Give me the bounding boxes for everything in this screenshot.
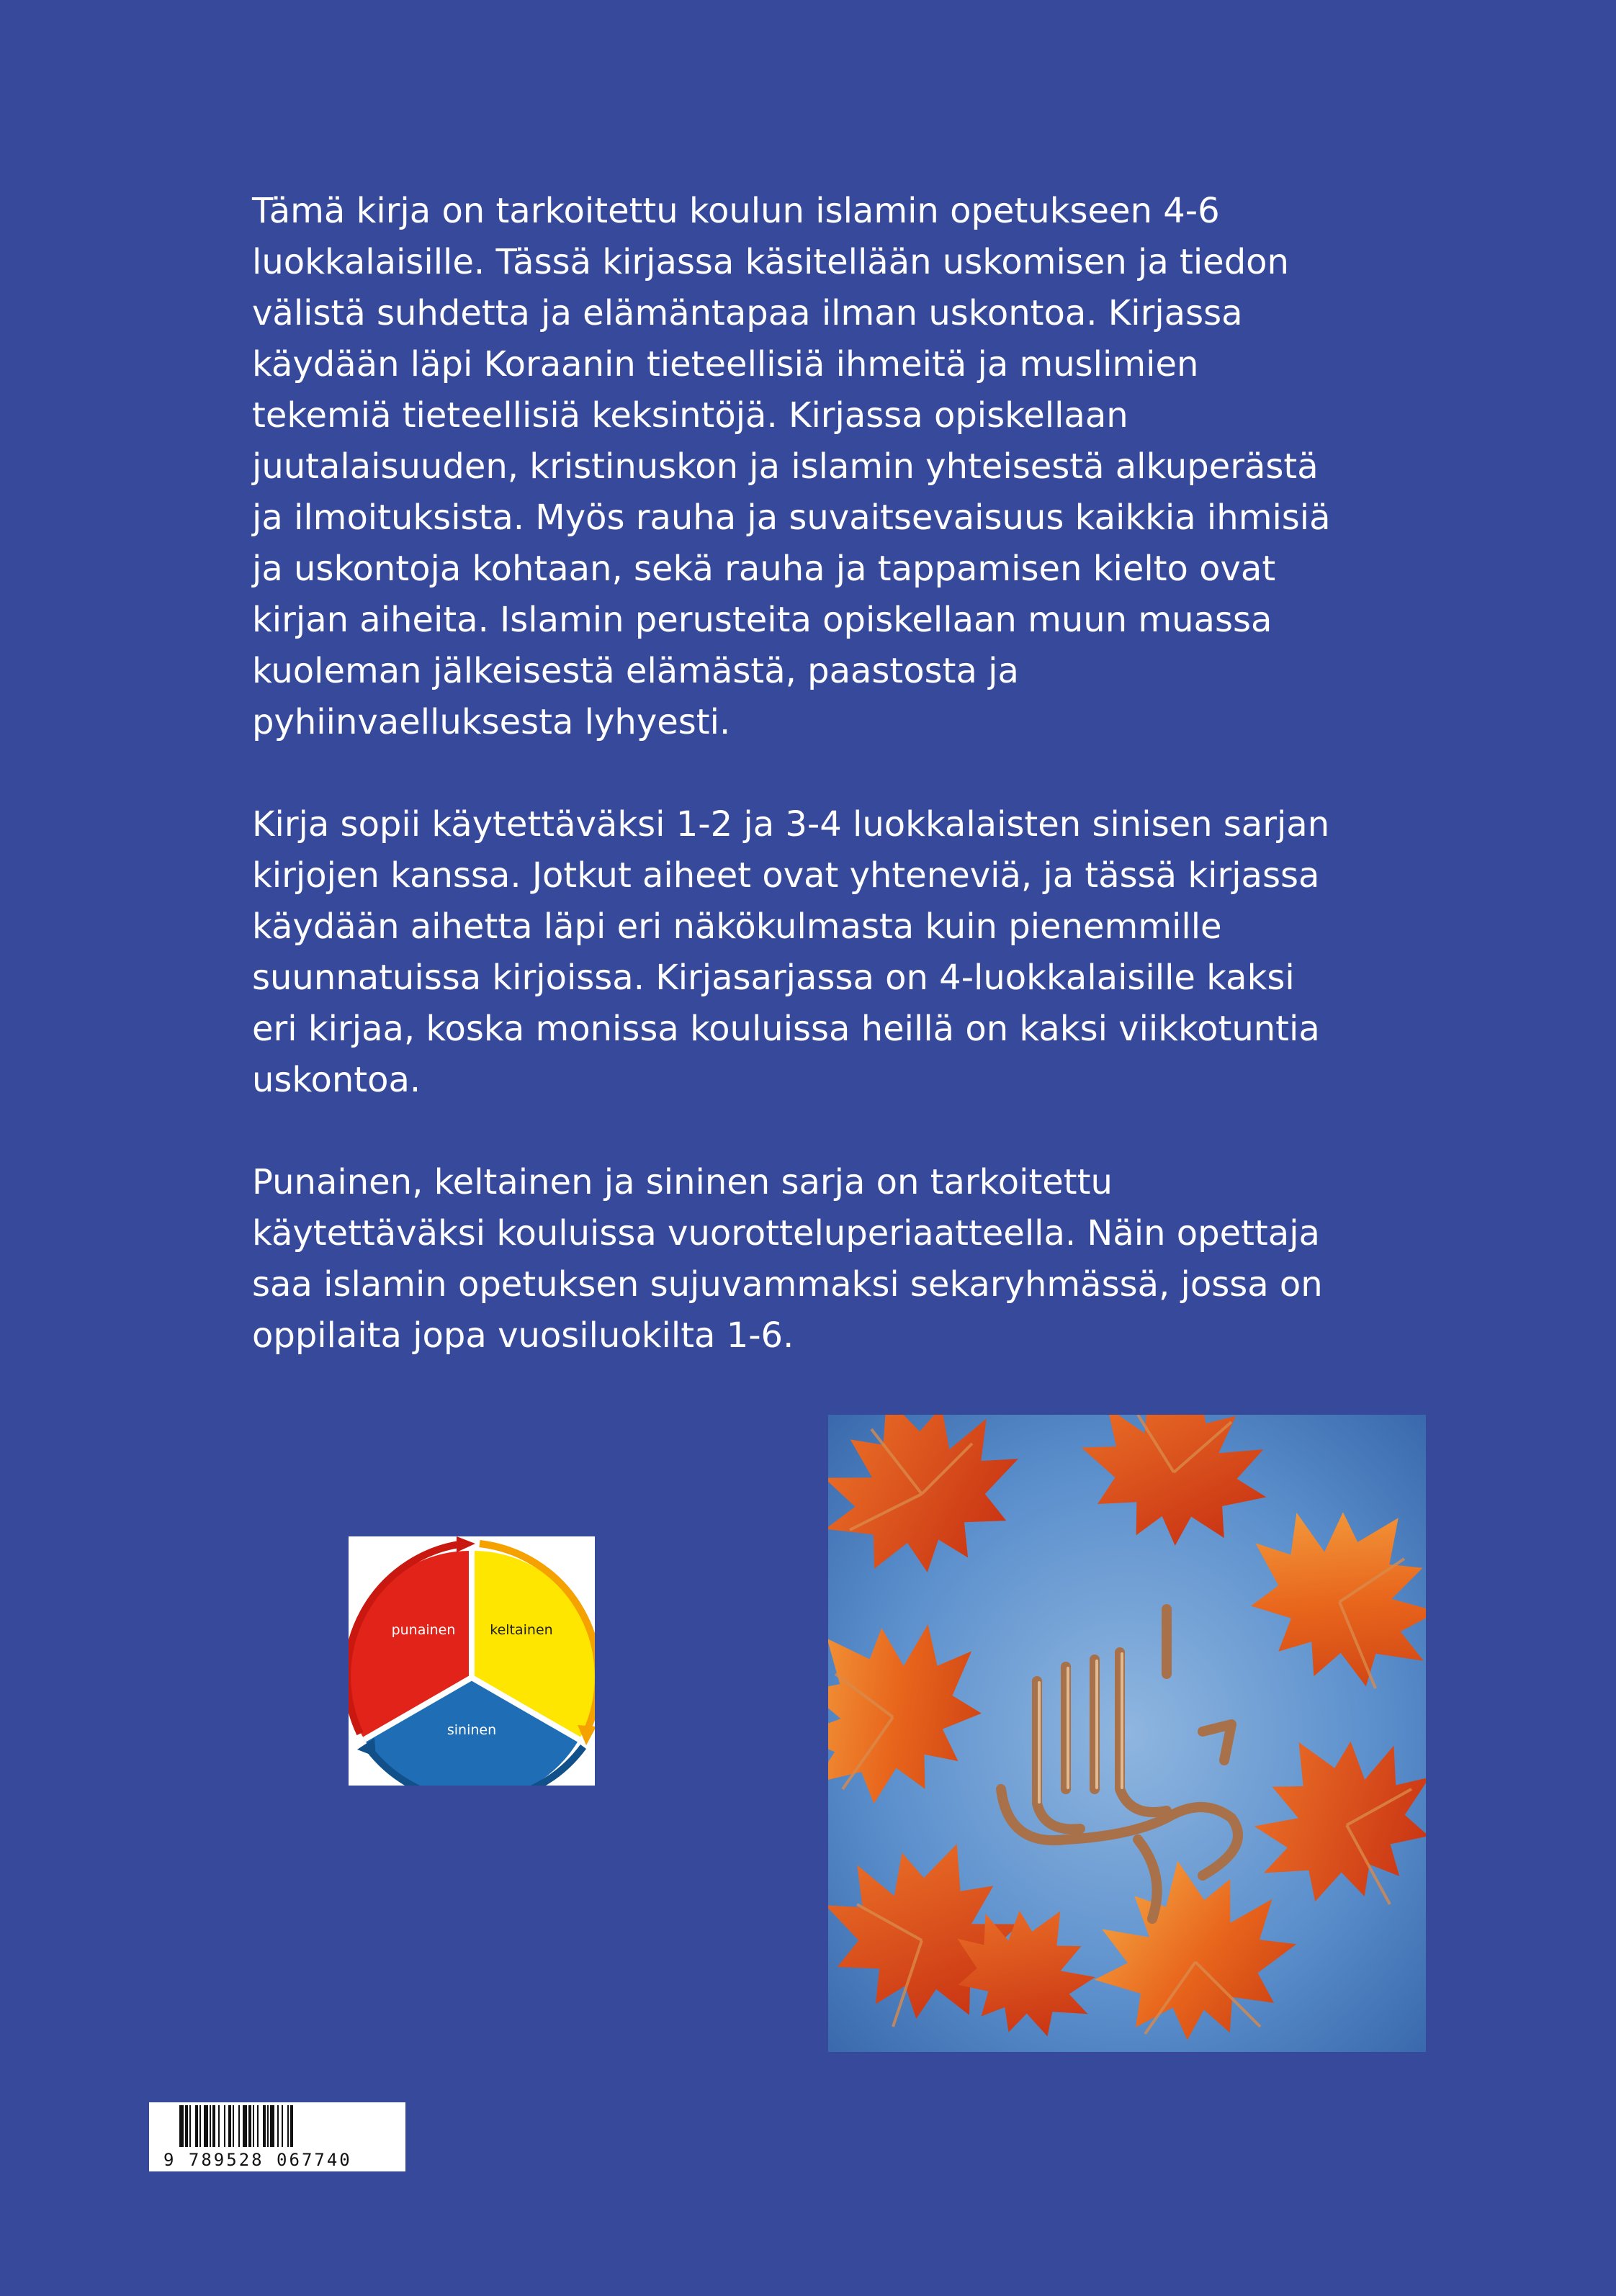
blurb-paragraph-1: Tämä kirja on tarkoitettu koulun islamin opetukseen 4-6 luokkalaisille. Tässä kirjassa käsitellään uskomisen ja tiedon välistä suhdetta ja elämäntapaa ilman uskontoa. Kirjassa käydään läpi Koraanin tieteellisiä ihmeitä ja muslimien tekemiä tieteellisiä keksintöjä. Kirjassa opiskellaan juutalaisuuden, kristinuskon ja islamin yhteisestä alkuperästä ja ilmoituksista. Myös rauha ja suvaitsevaisuus kaikkia ihmisiä ja uskontoja kohtaan, sekä rauha ja tappamisen kielto ovat kirjan aiheita. Islamin perusteita opiskellaan muun muassa kuoleman jälkeisestä elämästä, paastosta ja pyhiinvaelluksesta lyhyesti.	[252, 191, 1331, 742]
barcode-bar	[287, 2105, 289, 2147]
barcode-bar	[290, 2105, 293, 2147]
isbn-barcode	[149, 2102, 405, 2171]
barcode-bar	[253, 2105, 254, 2147]
barcode-bars	[179, 2105, 293, 2147]
red-label: punainen	[391, 1622, 456, 1638]
barcode-bar	[212, 2105, 215, 2147]
barcode-bar	[267, 2105, 269, 2147]
yellow-label: keltainen	[490, 1622, 553, 1638]
barcode-bar	[199, 2105, 201, 2147]
barcode-bar	[277, 2105, 279, 2147]
barcode-bar	[233, 2105, 234, 2147]
blurb-paragraph-2: Kirja sopii käytettäväksi 1-2 ja 3-4 luokkalaisten sinisen sarjan kirjojen kanssa. Jotkut aiheet ovat yhteneviä, ja tässä kirjassa käydään aihetta läpi eri näkökulmasta kuin pienemmille suunnatuissa kirjoissa. Kirjasarjassa on 4-luokkalaisille kaksi eri kirjaa, koska monissa kouluissa heillä on kaksi viikkotuntia uskontoa.	[252, 804, 1330, 1100]
barcode-bar	[224, 2105, 225, 2147]
barcode-bar	[243, 2105, 247, 2147]
blue-label: sininen	[446, 1722, 497, 1738]
barcode-bar	[248, 2105, 251, 2147]
barcode-bar	[185, 2105, 188, 2147]
barcode-bar	[270, 2105, 274, 2147]
blurb-paragraph-3: Punainen, keltainen ja sininen sarja on tarkoitettu käytettäväksi kouluissa vuorotteluperiaatteella. Näin opettaja saa islamin opetuksen sujuvammaksi sekaryhmässä, jossa on oppilaita jopa vuosiluokilta 1-6.	[252, 1162, 1323, 1356]
barcode-bar	[257, 2105, 259, 2147]
cover-artwork	[828, 1415, 1426, 2052]
barcode-bar	[195, 2105, 198, 2147]
barcode-bar	[263, 2105, 266, 2147]
barcode-bar	[210, 2105, 211, 2147]
isbn-number: 9 789528 067740	[163, 2150, 352, 2170]
barcode-bar	[179, 2105, 184, 2147]
barcode-bar	[282, 2105, 283, 2147]
barcode-bar	[218, 2105, 220, 2147]
barcode-bar	[189, 2105, 191, 2147]
arrow-head-top-icon	[457, 1536, 475, 1552]
barcode-bar	[204, 2105, 208, 2147]
maple-leaf-calligraphy-painting	[828, 1415, 1426, 2052]
back-cover-blurb	[252, 186, 1433, 1413]
series-cycle-graphic	[349, 1536, 595, 1786]
barcode-bar	[238, 2105, 240, 2147]
barcode-graphic	[149, 2102, 405, 2171]
barcode-bar	[228, 2105, 231, 2147]
series-cycle-diagram	[349, 1536, 595, 1786]
